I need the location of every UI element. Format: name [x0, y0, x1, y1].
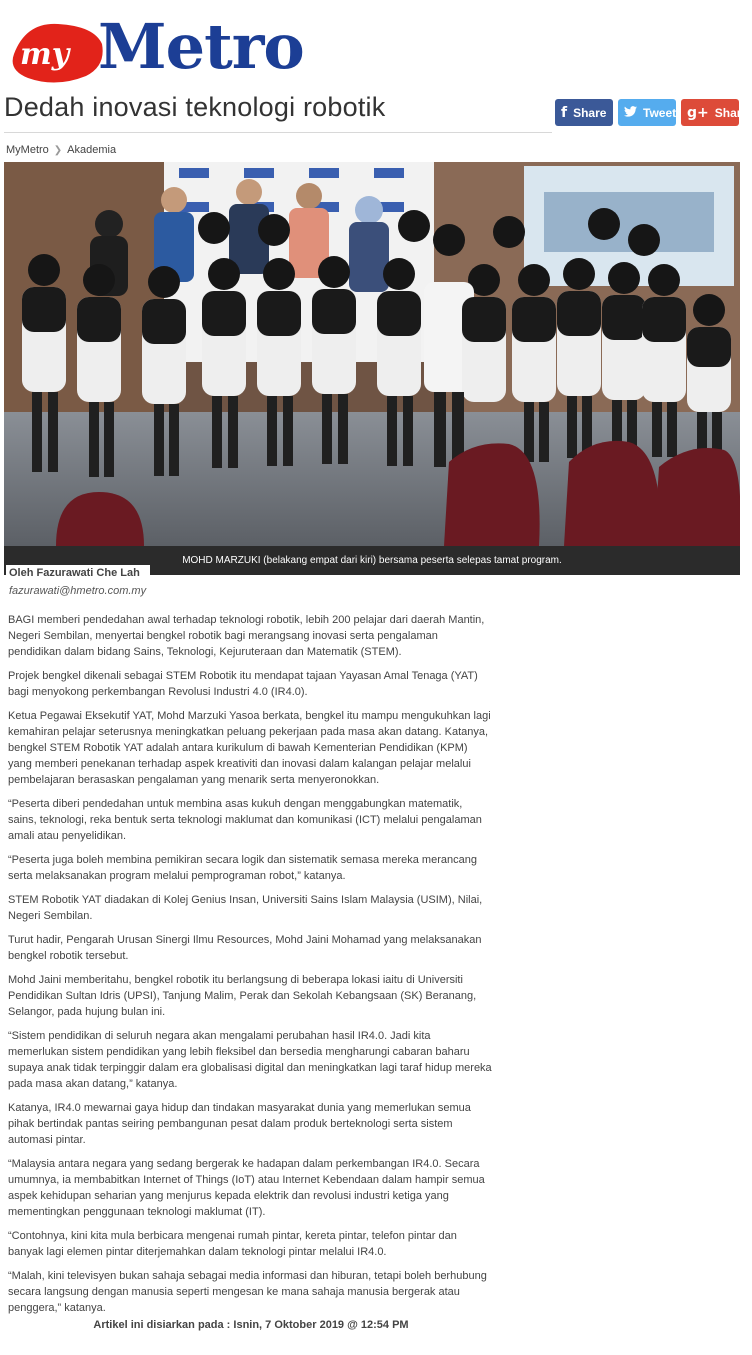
title-divider [4, 132, 552, 133]
article-paragraph: Turut hadir, Pengarah Urusan Sinergi Ilmu Resources, Mohd Jaini Mohamad yang melaksanakan bengkel robotik tersebut. [8, 934, 482, 962]
metro-wordmark: Metro [98, 10, 304, 83]
chevron-right-icon: ❯ [53, 144, 63, 156]
article-paragraph: Katanya, IR4.0 mewarnai gaya hidup dan tindakan masyarakat dunia yang memerlukan semua pihak bertindak pantas seiring pembangunan pesat dalam produk berteknologi serta sistem automasi pintar. [8, 1102, 471, 1146]
google-plus-share-button[interactable] [681, 99, 749, 126]
facebook-icon: f [561, 104, 568, 121]
breadcrumb [6, 144, 116, 156]
google-plus-icon: g+ [687, 104, 709, 121]
article-paragraph: Mohd Jaini memberitahu, bengkel robotik itu berlangsung di beberapa lokasi iaitu di Universiti Pendidikan Sultan Idris (UPSI), Tanjung Malim, Perak dan Sekolah Kebangsaan (SK) Beranang, Selangor, pada hujung bulan ini. [8, 974, 477, 1018]
breadcrumb-section-link[interactable]: Akademia [67, 144, 117, 156]
article-photo [4, 162, 740, 546]
photo-caption: MOHD MARZUKI (belakang empat dari kiri) bersama peserta selepas tamat program. [4, 546, 740, 575]
article-paragraph: “Malaysia antara negara yang sedang bergerak ke hadapan dalam perkembangan IR4.0. Secara umumnya, ia membabitkan Internet of Things (IoT) atau Internet Kebendaan dalam hampir semua aspek kehidupan seharian yang menjurus kepada elektrik dan revolusi industri ketiga yang mementingkan penggunaan teknologi maklumat (IT). [8, 1158, 485, 1218]
facebook-share-button[interactable] [555, 99, 613, 126]
svg-text:my: my [20, 37, 70, 72]
share-buttons [555, 99, 749, 126]
group-photo-illustration [4, 162, 740, 546]
twitter-tweet-button[interactable] [618, 99, 676, 126]
article-paragraph: Projek bengkel dikenali sebagai STEM Robotik itu mendapat tajaan Yayasan Amal Tenaga (YAT) bagi menyokong perkembangan Revolusi Industri 4.0 (IR4.0). [8, 670, 478, 698]
article-title: Dedah inovasi teknologi robotik [4, 92, 386, 122]
article-paragraph: “Sistem pendidikan di seluruh negara akan mengalami perubahan hasil IR4.0. Jadi kita memerlukan sistem pendidikan yang lebih fleksibel dan bersedia mengharungi cabaran baharu supaya anak tidak terpinggir dalam era globalisasi digital dan meningkatkan lagi taraf hidup mereka pada masa akan datang,” katanya. [8, 1030, 492, 1090]
article-paragraph: STEM Robotik YAT diadakan di Kolej Genius Insan, Universiti Sains Islam Malaysia (USIM), Nilai, Negeri Sembilan. [8, 894, 483, 922]
article-paragraph: “Contohnya, kini kita mula berbicara mengenai rumah pintar, kereta pintar, telefon pintar dan banyak lagi elemen pintar diterjemahkan dalam teknologi pintar melalui IR4.0. [8, 1230, 457, 1258]
publish-date: Artikel ini disiarkan pada : Isnin, 7 Oktober 2019 @ 12:54 PM [93, 1319, 409, 1331]
twitter-bird-icon [624, 105, 637, 121]
breadcrumb-home-link[interactable]: MyMetro [6, 144, 49, 156]
article-paragraph: Ketua Pegawai Eksekutif YAT, Mohd Marzuki Yasoa berkata, bengkel itu mampu mengukuhkan lagi kemahiran pelajar seterusnya meningkatkan peluang pekerjaan pada masa akan datang. Katanya, bengkel STEM Robotik YAT adalah antara kurikulum di bawah Kementerian Pendidikan (KPM) yang memberi penekanan terhadap aspek kreativiti dan inovasi dalam kalangan pelajar melalui pembelajaran berasaskan pengalaman yang menarik serta menyeronokkan. [8, 710, 491, 786]
mymetro-logo[interactable] [6, 8, 306, 90]
article-paragraph: BAGI memberi pendedahan awal terhadap teknologi robotik, lebih 200 pelajar dari daerah Mantin, Negeri Sembilan, menyertai bengkel robotik bagi merangsang inovasi serta pengalaman pendidikan dalam bidang Sains, Teknologi, Kejuruteraan dan Matematik (STEM). [8, 614, 485, 658]
article-body [8, 612, 494, 1324]
article-paragraph: “Peserta juga boleh membina pemikiran secara logik dan sistematik semasa mereka merancang serta melaksanakan program melalui pemprograman robot,” katanya. [8, 854, 477, 882]
article-paragraph: “Peserta diberi pendedahan untuk membina asas kukuh dengan menggabungkan matematik, sains, teknologi, reka bentuk serta teknologi maklumat dan komunikasi (ICT) melalui pengalaman amali atau penyelidikan. [8, 798, 482, 842]
facebook-share-label: Share [573, 105, 607, 120]
google-plus-share-label: Share [714, 105, 749, 120]
author-email[interactable]: fazurawati@hmetro.com.my [9, 585, 147, 597]
tweet-label: Tweet [643, 105, 677, 120]
author-byline: Oleh Fazurawati Che Lah [6, 565, 150, 581]
article-paragraph: “Malah, kini televisyen bukan sahaja sebagai media informasi dan hiburan, tetapi boleh berhubung secara langsung dengan manusia seperti mengesan ke mana sahaja manusia bergerak atau penggera,” katanya. [8, 1270, 487, 1314]
